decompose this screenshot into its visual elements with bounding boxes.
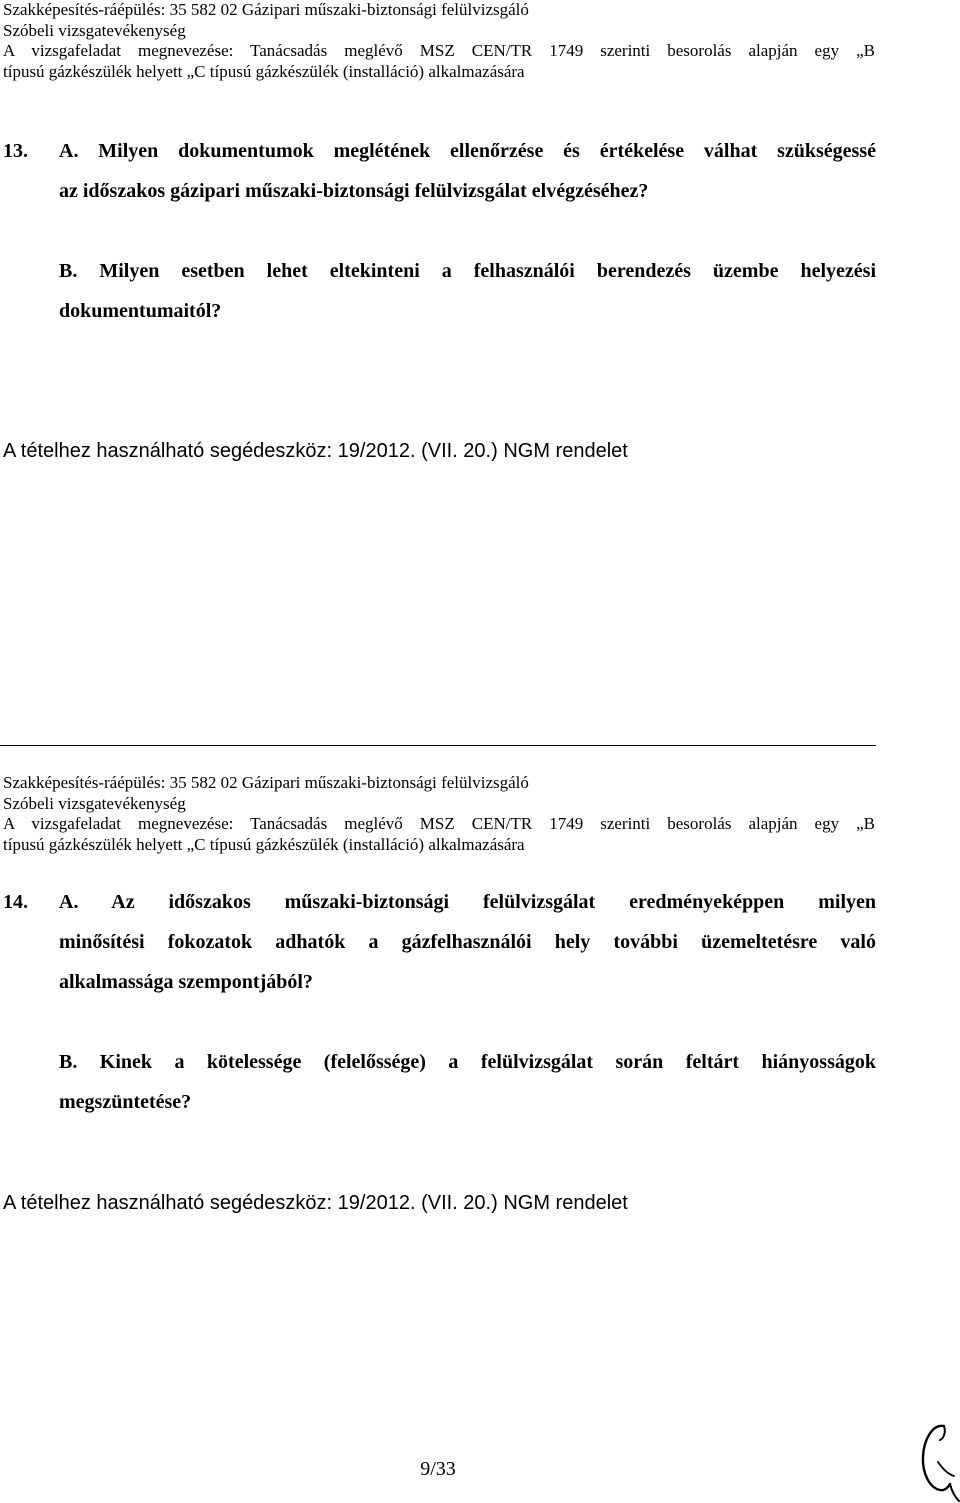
question-14-a-line1: A. Az időszakos műszaki-biztonsági felülvizsgálat eredményeképpen milyen: [59, 891, 876, 913]
header-task-title-line1: A vizsgafeladat megnevezése: Tanácsadás meglévő MSZ CEN/TR 1749 szerinti besorolás alapján egy „B: [3, 814, 875, 833]
question-14-b-line2: megszüntetése?: [59, 1091, 192, 1113]
header-exam-type: Szóbeli vizsgatevékenység: [3, 20, 186, 40]
question-14-a-line3: alkalmassága szempontjából?: [59, 971, 313, 993]
question-14: [3, 882, 876, 1122]
page-header-bottom: [3, 773, 875, 855]
signature-initial-icon: [910, 1418, 960, 1503]
question-13-b-line2: dokumentumaitól?: [59, 300, 222, 322]
header-task-title-line1: A vizsgafeladat megnevezése: Tanácsadás meglévő MSZ CEN/TR 1749 szerinti besorolás alapján egy „B: [3, 41, 875, 60]
question-13-a-line1: A. Milyen dokumentumok meglétének ellenőrzése és értékelése válhat szükségessé: [59, 140, 876, 162]
header-qualification: Szakképesítés-ráépülés: 35 582 02 Gázipari műszaki-biztonsági felülvizsgáló: [3, 773, 529, 792]
question-number: 14.: [3, 891, 28, 913]
question-14-a-line2: minősítési fokozatok adhatók a gázfelhasználói hely további üzemeltetésre való: [59, 931, 876, 953]
page-number: 9/33: [420, 1458, 456, 1480]
header-qualification: Szakképesítés-ráépülés: 35 582 02 Gázipari műszaki-biztonsági felülvizsgáló: [3, 0, 529, 19]
question-13: [3, 131, 876, 331]
question-13-a-line2: az időszakos gázipari műszaki-biztonsági felülvizsgálat elvégzéséhez?: [59, 180, 649, 202]
question-number: 13.: [3, 140, 28, 162]
header-exam-type: Szóbeli vizsgatevékenység: [3, 793, 186, 813]
question-14-b-line1: B. Kinek a kötelessége (felelőssége) a felülvizsgálat során feltárt hiányosságok: [59, 1051, 876, 1073]
header-task-title-line2: típusú gázkészülék helyett „C típusú gázkészülék (installáció) alkalmazására: [3, 834, 525, 854]
page-divider: [0, 745, 876, 746]
page-header-top: [3, 0, 875, 82]
header-task-title-line2: típusú gázkészülék helyett „C típusú gázkészülék (installáció) alkalmazására: [3, 61, 525, 81]
question-13-b-line1: B. Milyen esetben lehet eltekinteni a felhasználói berendezés üzembe helyezési: [59, 260, 876, 282]
question-13-tool-note: A tételhez használható segédeszköz: 19/2012. (VII. 20.) NGM rendelet: [3, 440, 628, 462]
question-14-tool-note: A tételhez használható segédeszköz: 19/2012. (VII. 20.) NGM rendelet: [3, 1192, 628, 1214]
